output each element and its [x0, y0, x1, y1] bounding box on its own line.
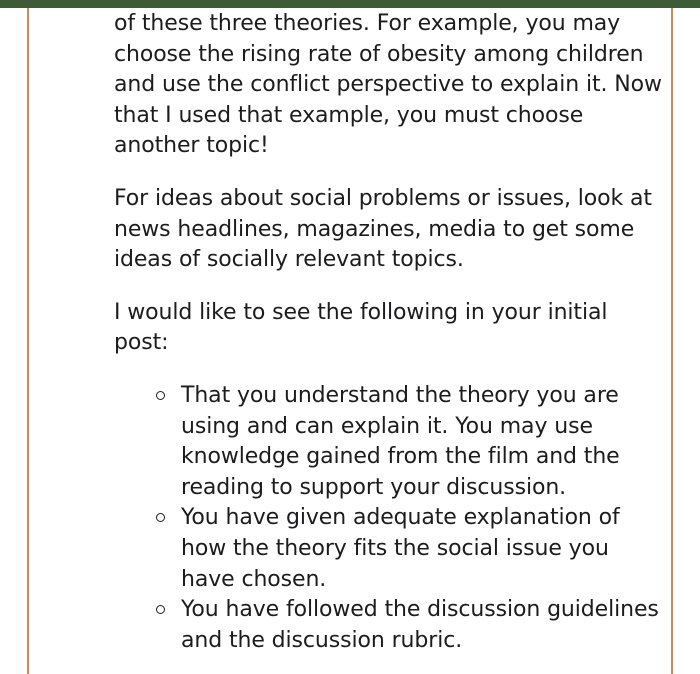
left-border — [27, 8, 29, 674]
top-bar — [0, 0, 700, 8]
assignment-instructions — [114, 9, 662, 656]
hollow-circle-bullet-icon — [156, 513, 165, 522]
list-item-text: That you understand the theory you are using and can explain it. You may use knowledge gained from the film and the reading to support your discussion. — [181, 382, 620, 500]
list-item-text: You have followed the discussion guidelines and the discussion rubric. — [181, 597, 659, 653]
hollow-circle-bullet-icon — [156, 605, 165, 614]
paragraph-ideas: For ideas about social problems or issues, look at news headlines, magazines, media to get some ideas of socially relevant topics. — [114, 185, 652, 273]
hollow-circle-bullet-icon — [156, 391, 165, 400]
list-item-text: You have given adequate explanation of how the theory fits the social issue you have chosen. — [181, 505, 620, 592]
requirements-list — [114, 381, 662, 656]
list-item — [181, 595, 662, 656]
list-item — [181, 503, 662, 595]
paragraph-example: of these three theories. For example, you may choose the rising rate of obesity among children and use the conflict perspective to explain it. Now that I used that example, you must choose another topic! — [114, 11, 662, 159]
list-item — [181, 381, 662, 503]
paragraph-intro-list: I would like to see the following in your initial post: — [114, 299, 608, 356]
right-border — [671, 8, 673, 674]
